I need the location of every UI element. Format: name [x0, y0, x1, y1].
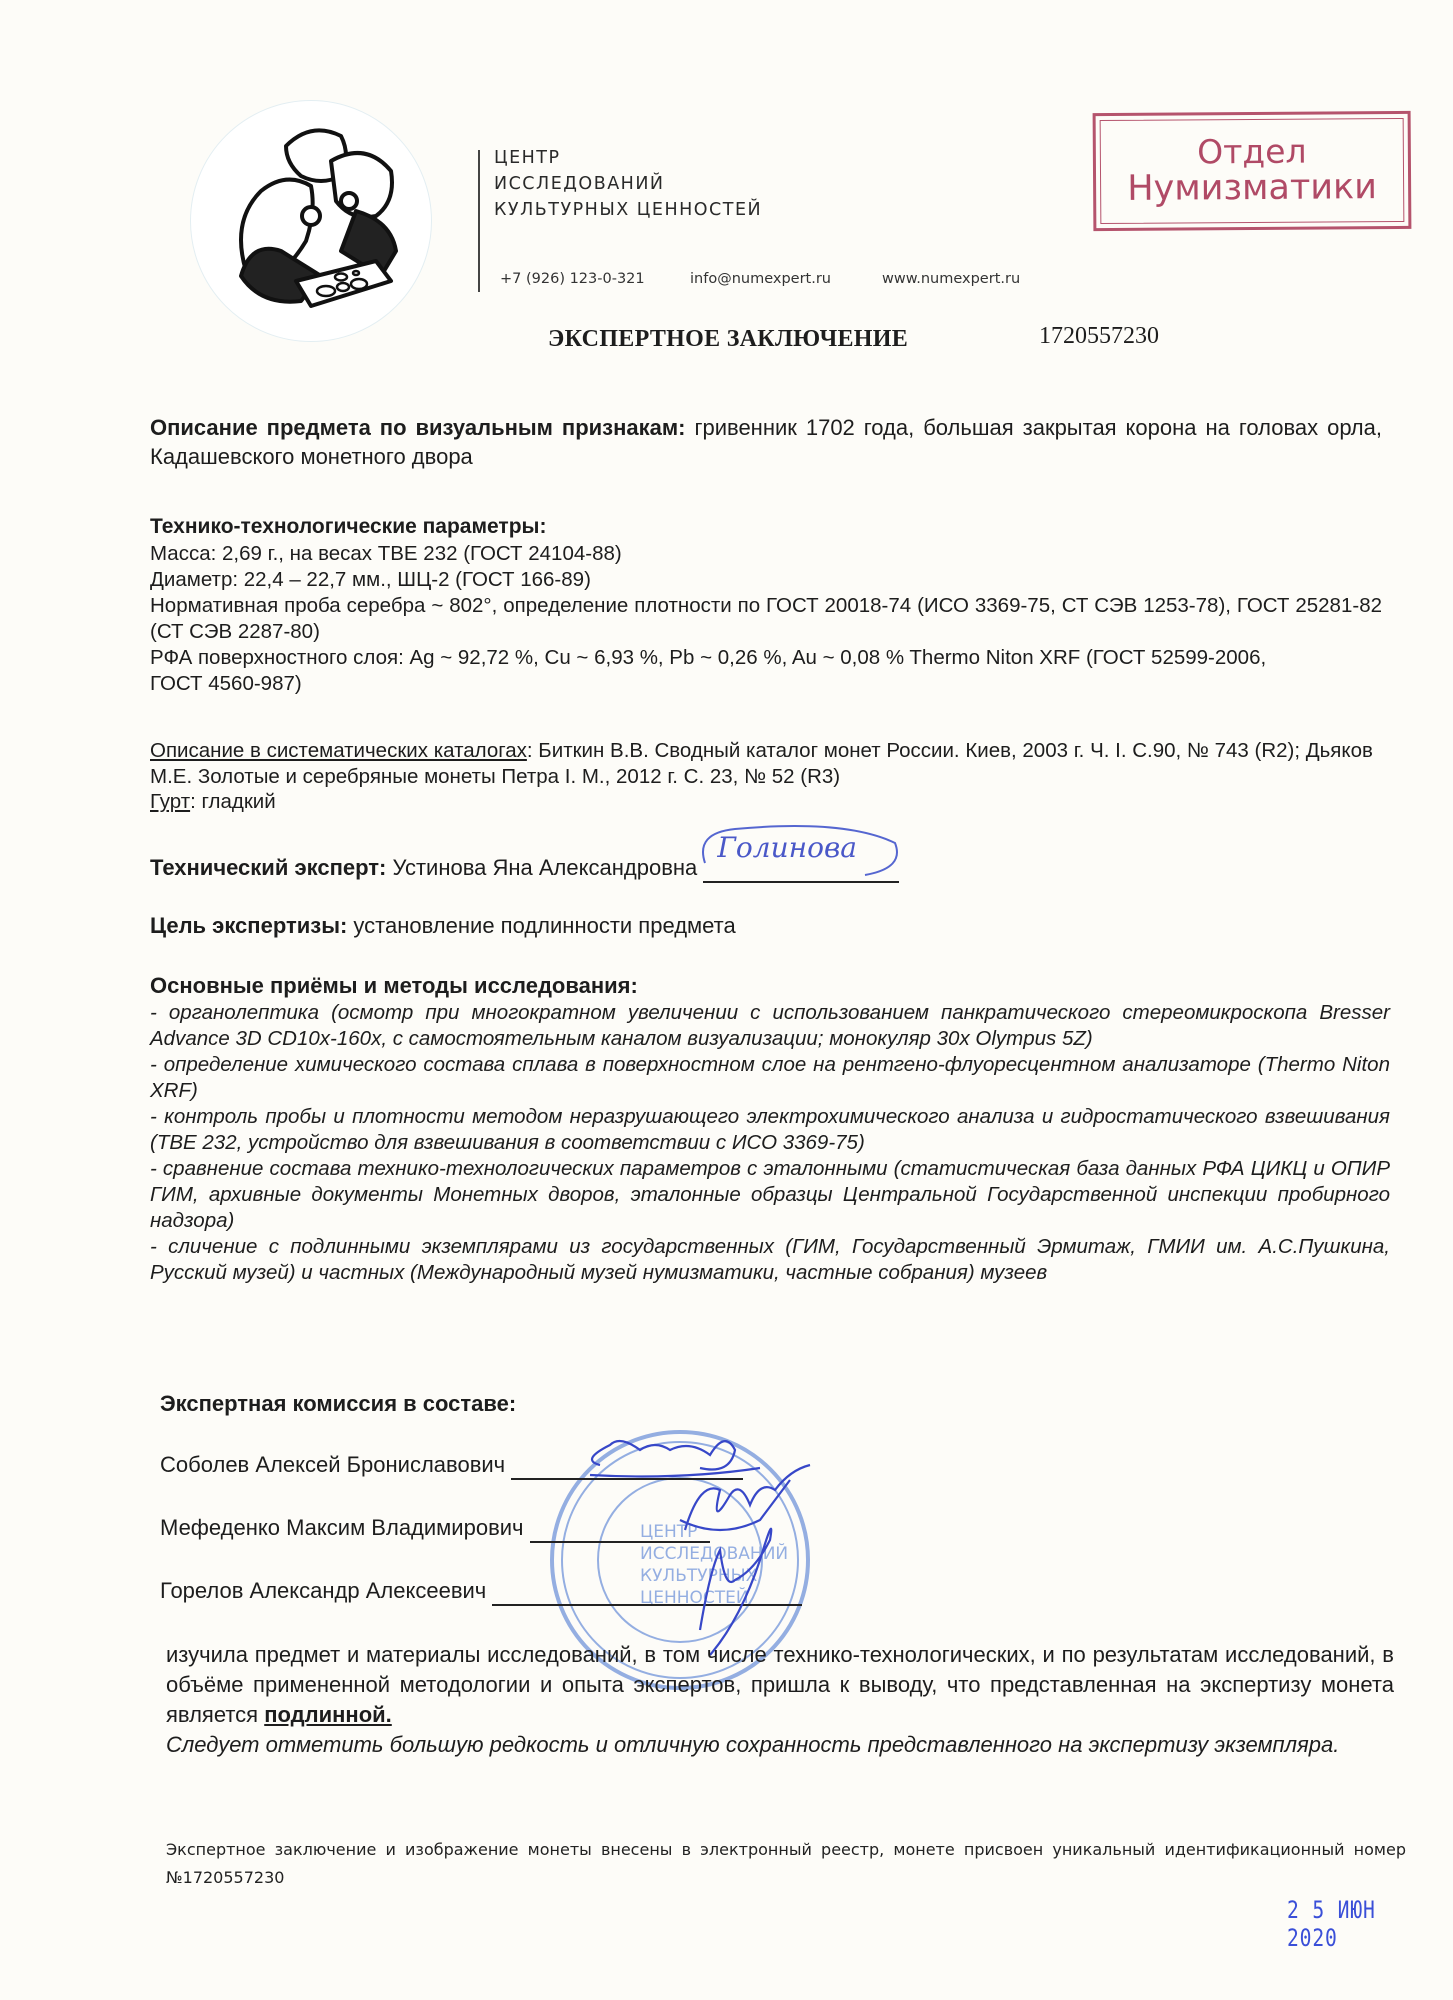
method-item: - контроль пробы и плотности методом неразрушающего электрохимического анализа и гидростатического взвешивания (ТВЕ 232, устройство для взвешивания в соответствии с ИСО 3369-75) [150, 1105, 1390, 1154]
document-title: ЭКСПЕРТНОЕ ЗАКЛЮЧЕНИЕ [548, 326, 909, 352]
commission-member [160, 1578, 802, 1606]
signature-line [530, 1515, 710, 1543]
item-description-label: Описание предмета по визуальным признакам: [150, 415, 686, 440]
catalog-label: Описание в систематических каталогах [150, 739, 527, 762]
seal-text: КУЛЬТУРНЫХ [640, 1566, 758, 1586]
technical-expert-label: Технический эксперт: [150, 855, 387, 880]
tech-param-line: Диаметр: 22,4 – 22,7 мм., ШЦ-2 (ГОСТ 166-89) [150, 568, 591, 591]
conclusion-note: Следует отметить большую редкость и отличную сохранность представленного на экспертизу экземпляра. [166, 1732, 1340, 1757]
contact-website[interactable]: www.numexpert.ru [882, 271, 1021, 287]
method-item: - сравнение состава технико-технологических параметров с эталонными (статистическая база данных РФА ЦИКЦ и ОПИР ГИМ, архивные документы Монетных дворов, эталонные образцы Центральной Государственной инспекции пробирного надзора) [150, 1157, 1390, 1232]
tech-params-heading: Технико-технологические параметры: [150, 515, 547, 538]
methods-list [150, 1000, 1390, 1286]
department-stamp-line: Нумизматики [1127, 167, 1378, 209]
signature-line [492, 1578, 802, 1606]
department-stamp [1093, 111, 1412, 231]
seal-text: ЦЕННОСТЕЙ [640, 1588, 749, 1608]
expertise-goal-label: Цель экспертизы: [150, 913, 348, 938]
technical-expert-name: Устинова Яна Александровна [386, 855, 704, 880]
method-item: - органолептика (осмотр при многократном увеличении с использованием панкратического стереомикроскопа Bresser Advance 3D CD10x-160x, с самостоятельным каналом визуализации; монокуляр 30x Olympus 5Z) [150, 1001, 1390, 1050]
item-description [150, 413, 1382, 471]
technical-expert [150, 831, 899, 883]
tech-param-line: РФА поверхностного слоя: Ag ~ 92,72 %, Cu ~ 6,93 %, Pb ~ 0,26 %, Au ~ 0,08 % Thermo Niton XRF (ГОСТ 52599-2006, ГОСТ 4560-987) [150, 646, 1267, 695]
tech-params-list [150, 541, 1382, 697]
date-stamp: 2 5 ИЮН 2020 [1287, 1896, 1376, 1952]
org-name-line: ЦЕНТР [494, 148, 561, 168]
tech-param-line: Масса: 2,69 г., на весах ТВЕ 232 (ГОСТ 24104-88) [150, 542, 622, 565]
logo [190, 100, 432, 342]
conclusion-text [166, 1640, 1394, 1730]
commission-member-name: Горелов Александр Алексеевич [160, 1578, 487, 1603]
registry-note: Экспертное заключение и изображение монеты внесены в электронный реестр, монете присвоен уникальный идентификационный номер №1720557230 [166, 1840, 1406, 1887]
conclusion-verdict: подлинной. [264, 1702, 392, 1727]
org-name-line: ИССЛЕДОВАНИЙ [494, 174, 665, 194]
seal-text: ЦЕНТР [640, 1522, 698, 1542]
commission-heading: Экспертная комиссия в составе: [160, 1391, 517, 1416]
edge-info [150, 790, 276, 814]
header-divider [478, 150, 480, 292]
signature-line [703, 831, 899, 883]
catalog-value: : Биткин В.В. Сводный каталог монет России. Киев, 2003 г. Ч. I. С.90, № 743 (R2); Дьяков М.Е. Золотые и серебряные монеты Петра I. М., 2012 г. С. 23, № 52 (R3) [150, 739, 1373, 788]
department-stamp-line: Отдел [1197, 131, 1307, 172]
methods-heading: Основные приёмы и методы исследования: [150, 973, 638, 998]
method-item: - определение химического состава сплава в поверхностном слое на рентгено-флуоресцентном анализаторе (Thermo Niton XRF) [150, 1053, 1390, 1102]
org-name-line: КУЛЬТУРНЫХ ЦЕННОСТЕЙ [494, 200, 763, 220]
contact-email[interactable]: info@numexpert.ru [690, 271, 831, 287]
expertise-goal-value: установление подлинности предмета [347, 913, 736, 938]
tech-param-line: Нормативная проба серебра ~ 802°, определение плотности по ГОСТ 20018-74 (ИСО 3369-75, СТ СЭВ 1253-78), ГОСТ 25281-82 (СТ СЭВ 2287-80) [150, 594, 1382, 643]
commission-member-name: Соболев Алексей Брониславович [160, 1452, 506, 1477]
contact-phone[interactable]: +7 (926) 123-0-321 [500, 271, 645, 287]
seal-text: ИССЛЕДОВАНИЙ [640, 1544, 789, 1564]
commission-member [160, 1452, 743, 1480]
signature: Голинова [717, 831, 857, 864]
item-description-value: гривенник 1702 года, большая закрытая корона на головах орла, Кадашевского монетного двора [150, 415, 1382, 469]
conclusion-body: изучила предмет и материалы исследований, в том числе технико-технологических, и по результатам исследований, в объёме примененной методологии и опыта экспертов, пришла к выводу, что представленная на экспертизу монета является [166, 1642, 1394, 1727]
signature-line [511, 1452, 743, 1480]
numismatists-illustration-icon [191, 101, 431, 341]
edge-label: Гурт [150, 790, 191, 813]
method-item: - сличение с подлинными экземплярами из государственных (ГИМ, Государственный Эрмитаж, ГМИИ им. А.С.Пушкина, Русский музей) и частных (Международный музей нумизматики, частные собрания) музеев [150, 1235, 1390, 1284]
document-number: 1720557230 [1039, 323, 1159, 349]
catalog-references [150, 738, 1390, 790]
expertise-goal [150, 913, 736, 939]
commission-member [160, 1515, 710, 1543]
edge-value: : гладкий [190, 790, 276, 813]
commission-member-name: Мефеденко Максим Владимирович [160, 1515, 524, 1540]
